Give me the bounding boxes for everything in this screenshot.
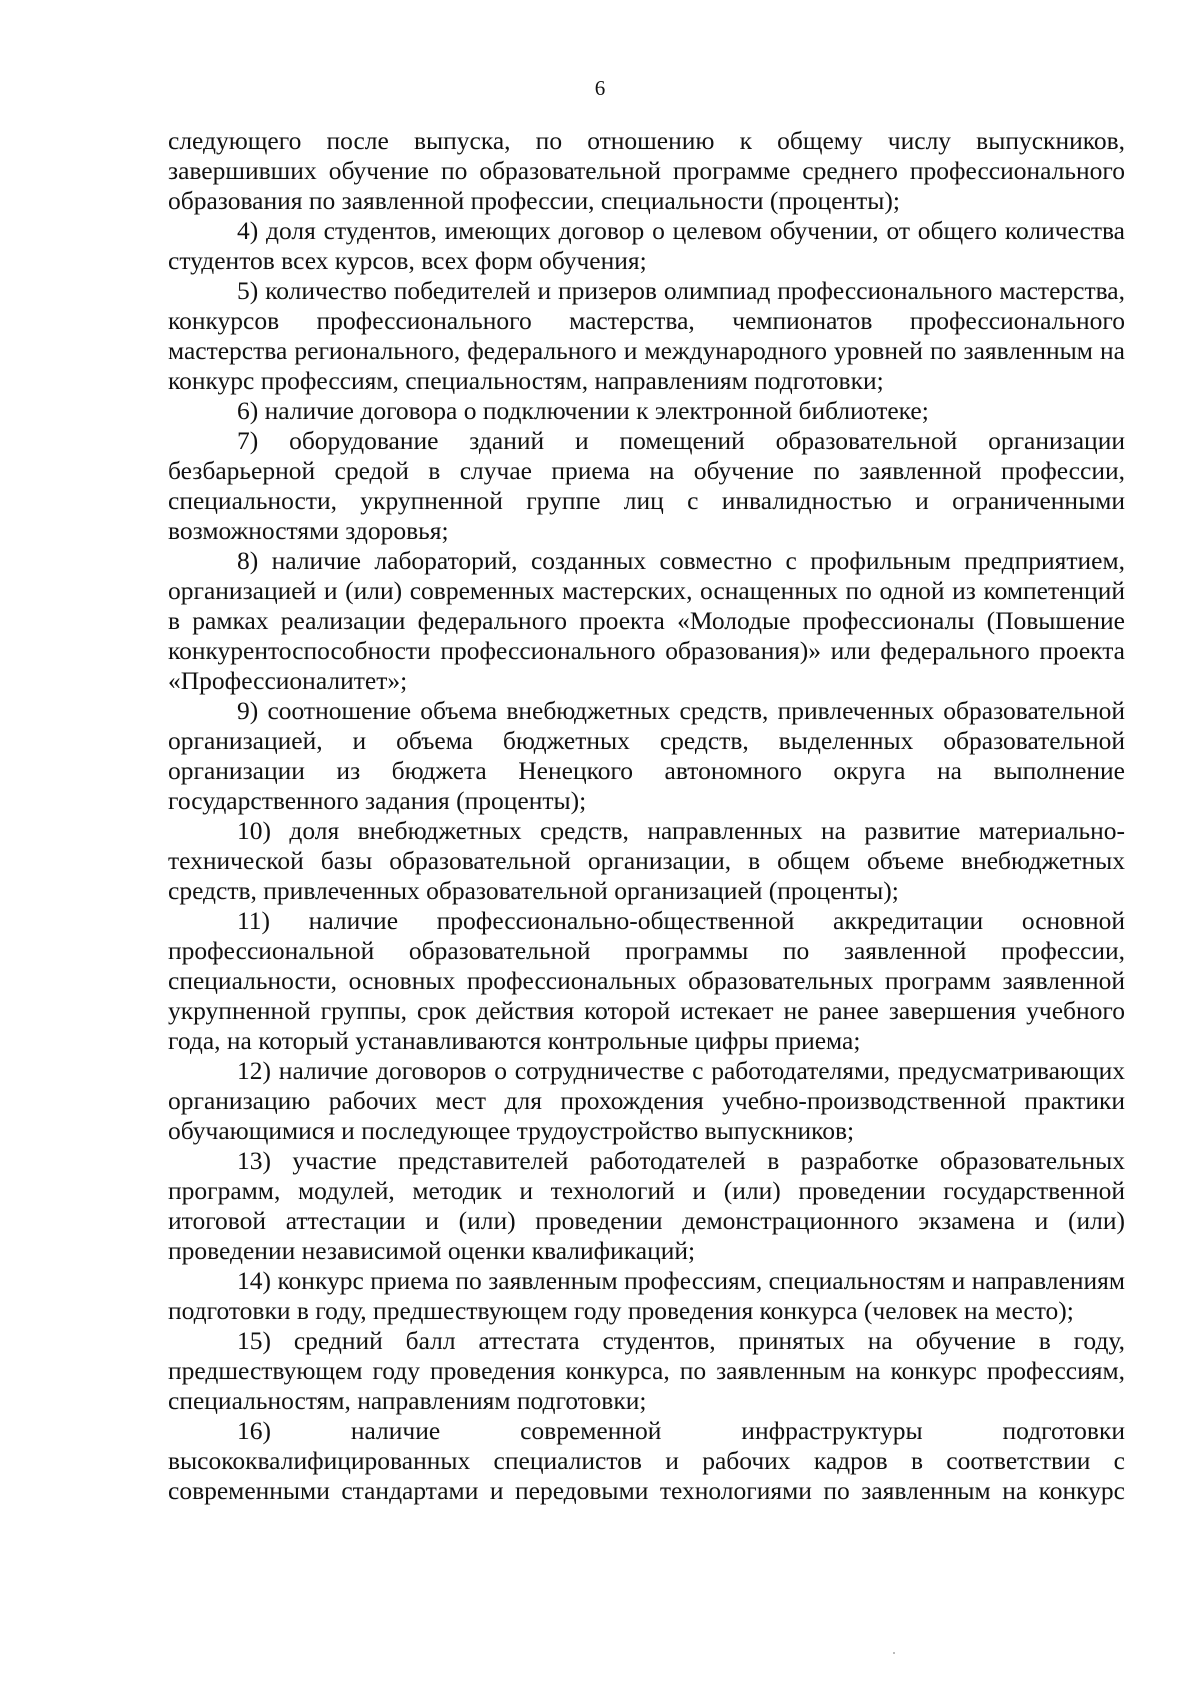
paragraph-item-5: 5) количество победителей и призеров олимпиад профессионального мастерства, конкурсов профессионального мастерства, чемпионатов профессионального мастерства регионального, федерального и международного уровней по заявленным на конкурс профессиям, специальностям, направлениям подготовки; bbox=[168, 276, 1125, 395]
paragraph-item-10: 10) доля внебюджетных средств, направленных на развитие материально-технической базы образовательной организации, в общем объеме внебюджетных средств, привлеченных образовательной организацией (проценты); bbox=[168, 816, 1125, 905]
page-number: 6 bbox=[594, 76, 606, 100]
paragraph-item-8: 8) наличие лабораторий, созданных совместно с профильным предприятием, организацией и (или) современных мастерских, оснащенных по одной из компетенций в рамках реализации федерального проекта «Молодые профессионалы (Повышение конкурентоспособности профессионального образования)» или федерального проекта «Профессионалитет»; bbox=[168, 546, 1125, 695]
paragraph-item-6: 6) наличие договора о подключении к электронной библиотеке; bbox=[237, 396, 929, 425]
paragraph-item-12: 12) наличие договоров о сотрудничестве с работодателями, предусматривающих организацию рабочих мест для прохождения учебно-производственной практики обучающимися и последующее трудоустройство выпускников; bbox=[168, 1056, 1125, 1145]
paragraph-item-11: 11) наличие профессионально-общественной аккредитации основной профессиональной образовательной программы по заявленной профессии, специальности, основных профессиональных образовательных программ заявленной укрупненной группы, срок действия которой истекает не ранее завершения учебного года, на который устанавливаются контрольные цифры приема; bbox=[168, 906, 1125, 1055]
paragraph-item-14: 14) конкурс приема по заявленным профессиям, специальностям и направлениям подготовки в году, предшествующем году проведения конкурса (человек на место); bbox=[168, 1266, 1125, 1325]
paragraph-item-4: 4) доля студентов, имеющих договор о целевом обучении, от общего количества студентов всех курсов, всех форм обучения; bbox=[168, 216, 1125, 275]
paragraph-item-13: 13) участие представителей работодателей в разработке образовательных программ, модулей, методик и технологий и (или) проведении государственной итоговой аттестации и (или) проведении демонстрационного экзамена и (или) проведении независимой оценки квалификаций; bbox=[168, 1146, 1125, 1265]
paragraph-item-15: 15) средний балл аттестата студентов, принятых на обучение в году, предшествующем году проведения конкурса, по заявленным на конкурс профессиям, специальностям, направлениям подготовки; bbox=[168, 1326, 1125, 1415]
document-body bbox=[168, 126, 1125, 1506]
paragraph-item-9: 9) соотношение объема внебюджетных средств, привлеченных образовательной организацией, и объема бюджетных средств, выделенных образовательной организации из бюджета Ненецкого автономного округа на выполнение государственного задания (проценты); bbox=[168, 696, 1125, 815]
paragraph-item-16: 16) наличие современной инфраструктуры подготовки высококвалифицированных специалистов и рабочих кадров в соответствии с современными стандартами и передовыми технологиями по заявленным на конкурс bbox=[168, 1416, 1125, 1505]
scan-artifact bbox=[893, 1652, 895, 1654]
paragraph-continuation: следующего после выпуска, по отношению к общему числу выпускников, завершивших обучение по образовательной программе среднего профессионального образования по заявленной профессии, специальности (проценты); bbox=[168, 126, 1125, 215]
paragraph-item-7: 7) оборудование зданий и помещений образовательной организации безбарьерной средой в случае приема на обучение по заявленной профессии, специальности, укрупненной группе лиц с инвалидностью и ограниченными возможностями здоровья; bbox=[168, 426, 1125, 545]
